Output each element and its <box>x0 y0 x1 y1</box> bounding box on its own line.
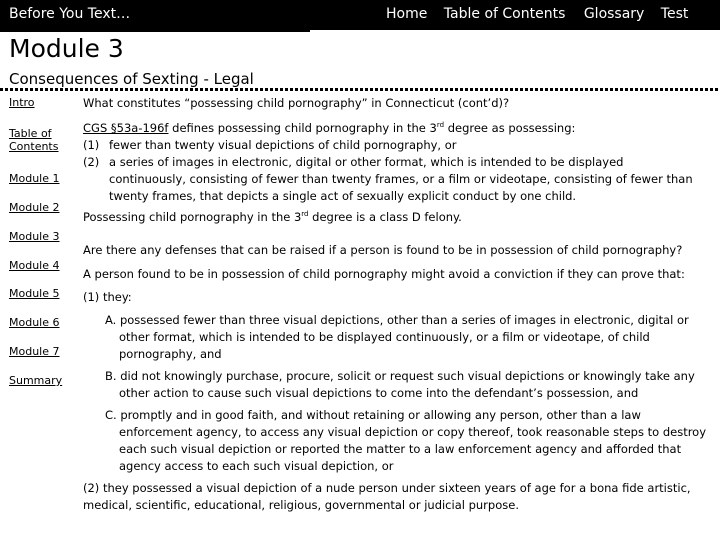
felony-note: Possessing child pornography in the 3rd degree is a class D felony. <box>83 210 462 224</box>
section-heading: What constitutes “possessing child pornography” in Connecticut (cont’d)? <box>83 96 510 110</box>
sidebar-item-module-7[interactable]: Module 7 <box>9 345 60 358</box>
sidebar-item-table-of-contents[interactable]: Table of Contents <box>9 127 59 153</box>
list-item: (1) fewer than twenty visual depictions of child pornography, or <box>83 138 457 152</box>
statute-link[interactable]: CGS §53a-196f <box>83 121 169 135</box>
defense-1-label: (1) they: <box>83 290 132 304</box>
sidebar-item-module-4[interactable]: Module 4 <box>9 259 60 272</box>
defense-intro: A person found to be in possession of child pornography might avoid a conviction if they can prove that: <box>83 267 685 281</box>
defense-item-b: B. did not knowingly purchase, procure, solicit or request such visual depictions or knowingly take any other action to cause such visual depictions to come into the defendant’s possession, and <box>105 369 695 400</box>
sidebar-item-module-2[interactable]: Module 2 <box>9 201 60 214</box>
page-subtitle: Consequences of Sexting - Legal <box>9 70 254 88</box>
definition-list <box>83 137 695 205</box>
divider-bar <box>0 88 720 91</box>
definition-intro: CGS §53a-196f defines possessing child pornography in the 3rd degree as possessing: <box>83 121 576 135</box>
header-rule <box>0 30 310 32</box>
nav-test-link[interactable]: Test <box>660 6 689 22</box>
nav-table-of-contents-link[interactable]: Table of Contents <box>443 6 566 22</box>
sidebar-item-module-5[interactable]: Module 5 <box>9 287 60 300</box>
page-title: Module 3 <box>9 34 124 63</box>
top-nav <box>386 6 700 22</box>
defense-item-c: C. promptly and in good faith, and without retaining or allowing any person, other than a law enforcement agency, to access any visual depiction or copy thereof, took reasonable steps to destroy each such visual depiction or reported the matter to a law enforcement agency and afforded that agency access to each such visual depiction, or <box>105 408 707 473</box>
defense-question: Are there any defenses that can be raised if a person is found to be in possession of child pornography? <box>83 243 683 257</box>
defense-item-a: A. possessed fewer than three visual depictions, other than a series of images in electronic, digital or other format, which is intended to be displayed continuously, or a film or videotape, of child pornography, and <box>105 313 689 361</box>
list-item: (2) a series of images in electronic, digital or other format, which is intended to be displayed continuously, consisting of fewer than twenty frames, or a film or videotape, consisting of fewer than twenty frames, that depicts a single act of sexually explicit conduct by one child. <box>83 155 693 203</box>
nav-home-link[interactable]: Home <box>386 6 428 22</box>
defense-2: (2) they possessed a visual depiction of a nude person under sixteen years of age for a bona fide artistic, medical, scientific, educational, religious, governmental or judicial purpose. <box>83 481 691 512</box>
sidebar-item-intro[interactable]: Intro <box>9 96 35 109</box>
sidebar-item-module-6[interactable]: Module 6 <box>9 316 60 329</box>
sidebar-item-module-3[interactable]: Module 3 <box>9 230 60 243</box>
sidebar-item-summary[interactable]: Summary <box>9 374 63 387</box>
nav-glossary-link[interactable]: Glossary <box>583 6 645 22</box>
top-bar <box>0 0 720 30</box>
course-title: Before You Text… <box>9 6 131 22</box>
sidebar-item-module-1[interactable]: Module 1 <box>9 172 60 185</box>
